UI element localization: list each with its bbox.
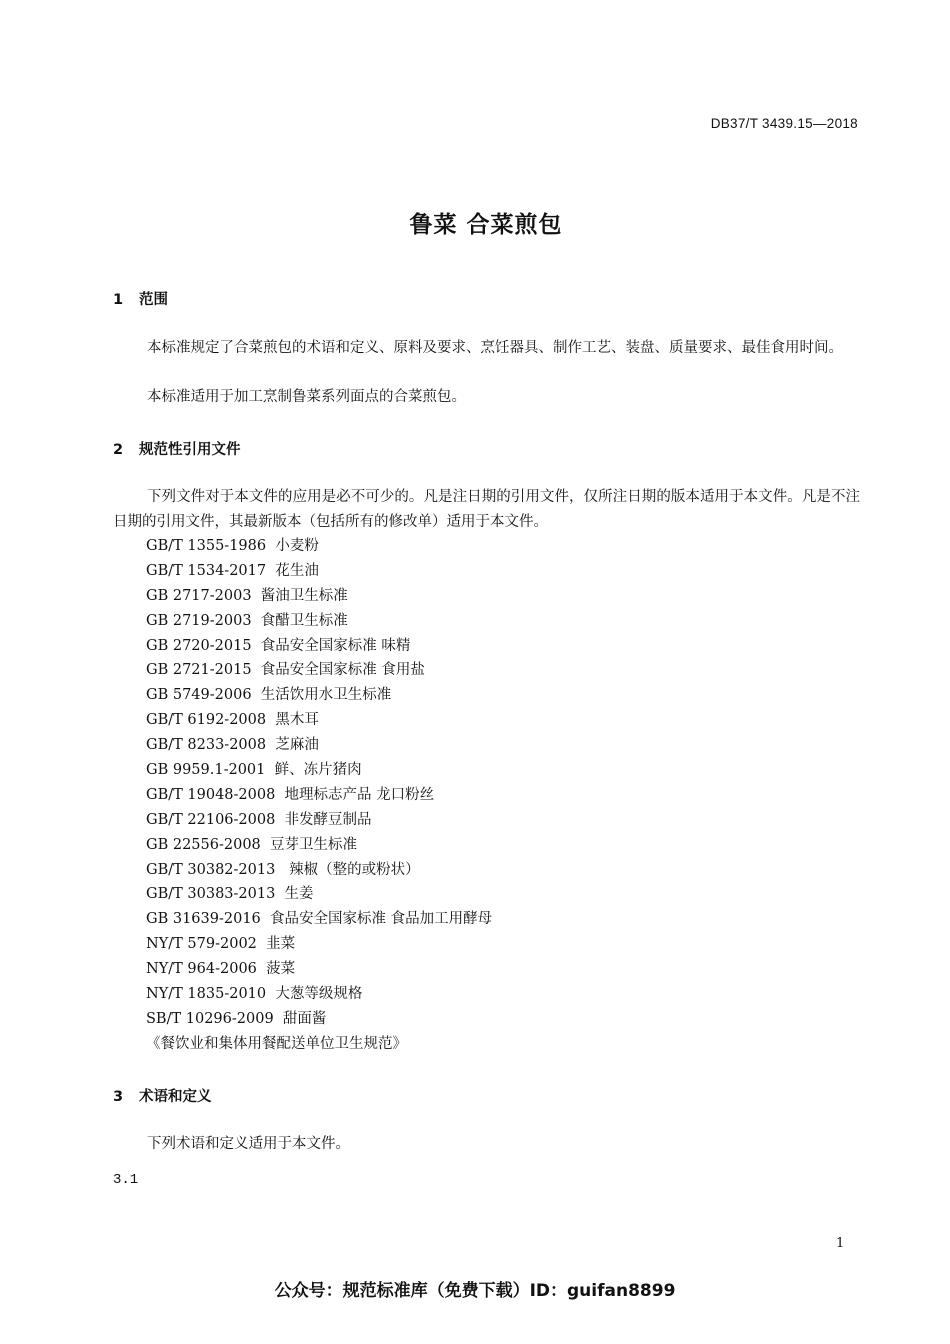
reference-list xyxy=(146,534,492,1057)
page-number: 1 xyxy=(836,1236,845,1251)
reference-item: GB/T 19048-2008 地理标志产品 龙口粉丝 xyxy=(146,786,435,803)
reference-item: 《餐饮业和集体用餐配送单位卫生规范》 xyxy=(146,1035,407,1052)
reference-item: GB/T 1355-1986 小麦粉 xyxy=(146,538,319,554)
reference-item: NY/T 964-2006 菠菜 xyxy=(146,961,296,978)
document-title: 鲁菜 合菜煎包 xyxy=(409,212,563,238)
standard-code: DB37/T 3439.15—2018 xyxy=(710,116,858,131)
reference-item: GB/T 30382-2013 辣椒（整的或粉状） xyxy=(146,861,420,878)
section-number: 2 xyxy=(113,442,124,458)
reference-item: GB 2717-2003 酱油卫生标准 xyxy=(146,587,348,604)
reference-item: NY/T 1835-2010 大葱等级规格 xyxy=(146,986,363,1003)
reference-item: NY/T 579-2002 韭菜 xyxy=(146,936,296,953)
reference-item: GB 2720-2015 食品安全国家标准 味精 xyxy=(146,637,411,654)
reference-item: GB/T 6192-2008 黑木耳 xyxy=(146,712,319,729)
reference-item: GB 2719-2003 食醋卫生标准 xyxy=(146,612,348,629)
footer-watermark: 公众号：规范标准库（免费下载）ID：guifan8899 xyxy=(274,1281,676,1301)
reference-item: GB/T 30383-2013 生姜 xyxy=(146,886,314,903)
terms-intro: 下列术语和定义适用于本文件。 xyxy=(147,1136,350,1152)
scope-paragraph-1: 本标准规定了合菜煎包的术语和定义、原料及要求、烹饪器具、制作工艺、装盘、质量要求、最佳食用时间。 xyxy=(147,340,843,356)
reference-item: GB/T 22106-2008 非发酵豆制品 xyxy=(146,811,372,828)
section-number: 3 xyxy=(113,1089,124,1105)
reference-item: GB/T 1534-2017 花生油 xyxy=(146,562,319,579)
section-number: 1 xyxy=(113,292,124,308)
clause-number: 3.1 xyxy=(113,1172,139,1188)
reference-item: SB/T 10296-2009 甜面酱 xyxy=(146,1010,327,1027)
reference-item: GB 5749-2006 生活饮用水卫生标准 xyxy=(146,687,392,704)
references-intro: 下列文件对于本文件的应用是必不可少的。凡是注日期的引用文件，仅所注日期的版本适用于本文件。凡是不注日期的引用文件，其最新版本（包括所有的修改单）适用于本文件。 xyxy=(113,489,860,530)
reference-item: GB 2721-2015 食品安全国家标准 食用盐 xyxy=(146,662,425,679)
section-title: 规范性引用文件 xyxy=(139,442,241,458)
scope-paragraph-2: 本标准适用于加工烹制鲁菜系列面点的合菜煎包。 xyxy=(147,389,466,405)
section-title: 范围 xyxy=(139,292,168,308)
section-title: 术语和定义 xyxy=(139,1089,212,1105)
section-heading-normative-references xyxy=(113,438,241,459)
section-heading-terms xyxy=(113,1085,212,1106)
reference-item: GB/T 8233-2008 芝麻油 xyxy=(146,737,319,754)
section-heading-scope xyxy=(113,288,168,309)
reference-item: GB 22556-2008 豆芽卫生标准 xyxy=(146,836,357,853)
reference-item: GB 31639-2016 食品安全国家标准 食品加工用酵母 xyxy=(146,911,493,928)
reference-item: GB 9959.1-2001 鲜、冻片猪肉 xyxy=(146,762,362,779)
